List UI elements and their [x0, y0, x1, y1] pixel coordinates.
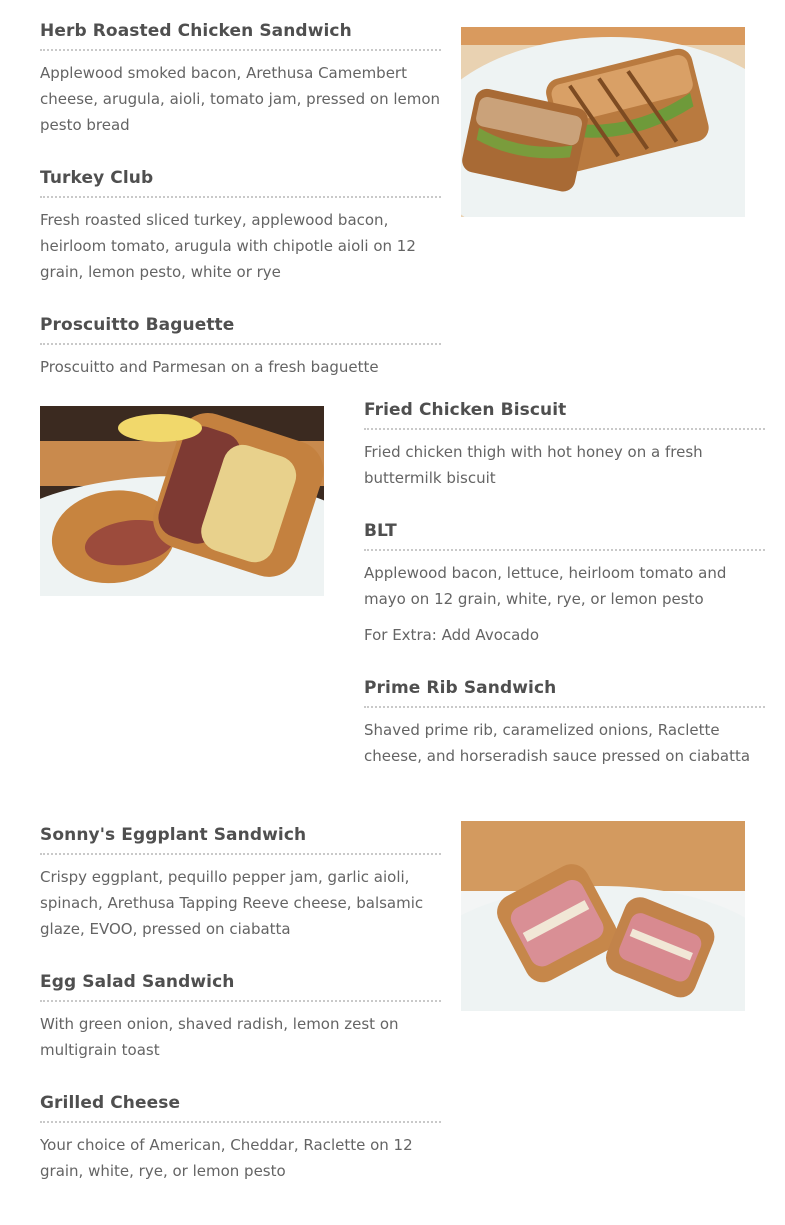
menu-item-grilled-cheese [40, 1092, 441, 1184]
menu-item-egg-salad-sandwich [40, 971, 441, 1063]
proscuitto-baguette-photo [461, 821, 745, 1011]
menu-item-fried-chicken-biscuit [364, 399, 765, 491]
menu-item-description: Your choice of American, Cheddar, Raclette on 12 grain, white, rye, or lemon pesto [40, 1136, 413, 1180]
menu-item-title: Fried Chicken Biscuit [364, 399, 765, 430]
menu-item-title: Turkey Club [40, 167, 441, 198]
menu-item-title: Prime Rib Sandwich [364, 677, 765, 708]
menu-item-title: Proscuitto Baguette [40, 314, 441, 345]
menu-item-prime-rib-sandwich [364, 677, 765, 769]
menu-item-description: Applewood bacon, lettuce, heirloom tomato and mayo on 12 grain, white, rye, or lemon pesto [364, 564, 727, 608]
menu-item-herb-roasted-chicken [40, 20, 441, 138]
menu-item-proscuitto-baguette [40, 314, 441, 380]
menu-item-title: Sonny's Eggplant Sandwich [40, 824, 441, 855]
menu-item-description: Crispy eggplant, pequillo pepper jam, garlic aioli, spinach, Arethusa Tapping Reeve cheese, balsamic glaze, EVOO, pressed on ciabatta [40, 868, 424, 938]
menu-item-title: Grilled Cheese [40, 1092, 441, 1123]
prime-rib-sandwich-photo [40, 406, 324, 596]
menu-item-title: BLT [364, 520, 765, 551]
menu-item-description: Proscuitto and Parmesan on a fresh baguette [40, 358, 379, 376]
chicken-sandwich-photo [461, 27, 745, 217]
menu-item-description: Fried chicken thigh with hot honey on a fresh buttermilk biscuit [364, 443, 703, 487]
menu-item-description: Applewood smoked bacon, Arethusa Camembert cheese, arugula, aioli, tomato jam, pressed on lemon pesto bread [40, 64, 441, 134]
menu-item-description: With green onion, shaved radish, lemon zest on multigrain toast [40, 1015, 399, 1059]
menu-item-title: Egg Salad Sandwich [40, 971, 441, 1002]
menu-item-extra: For Extra: Add Avocado [364, 626, 540, 644]
menu-item-title: Herb Roasted Chicken Sandwich [40, 20, 441, 51]
menu-item-turkey-club [40, 167, 441, 285]
menu-item-description: Fresh roasted sliced turkey, applewood bacon, heirloom tomato, arugula with chipotle aioli on 12 grain, lemon pesto, white or rye [40, 211, 416, 281]
menu-item-blt [364, 520, 765, 648]
menu-item-description: Shaved prime rib, caramelized onions, Raclette cheese, and horseradish sauce pressed on ciabatta [364, 721, 751, 765]
menu-item-eggplant-sandwich [40, 824, 441, 942]
